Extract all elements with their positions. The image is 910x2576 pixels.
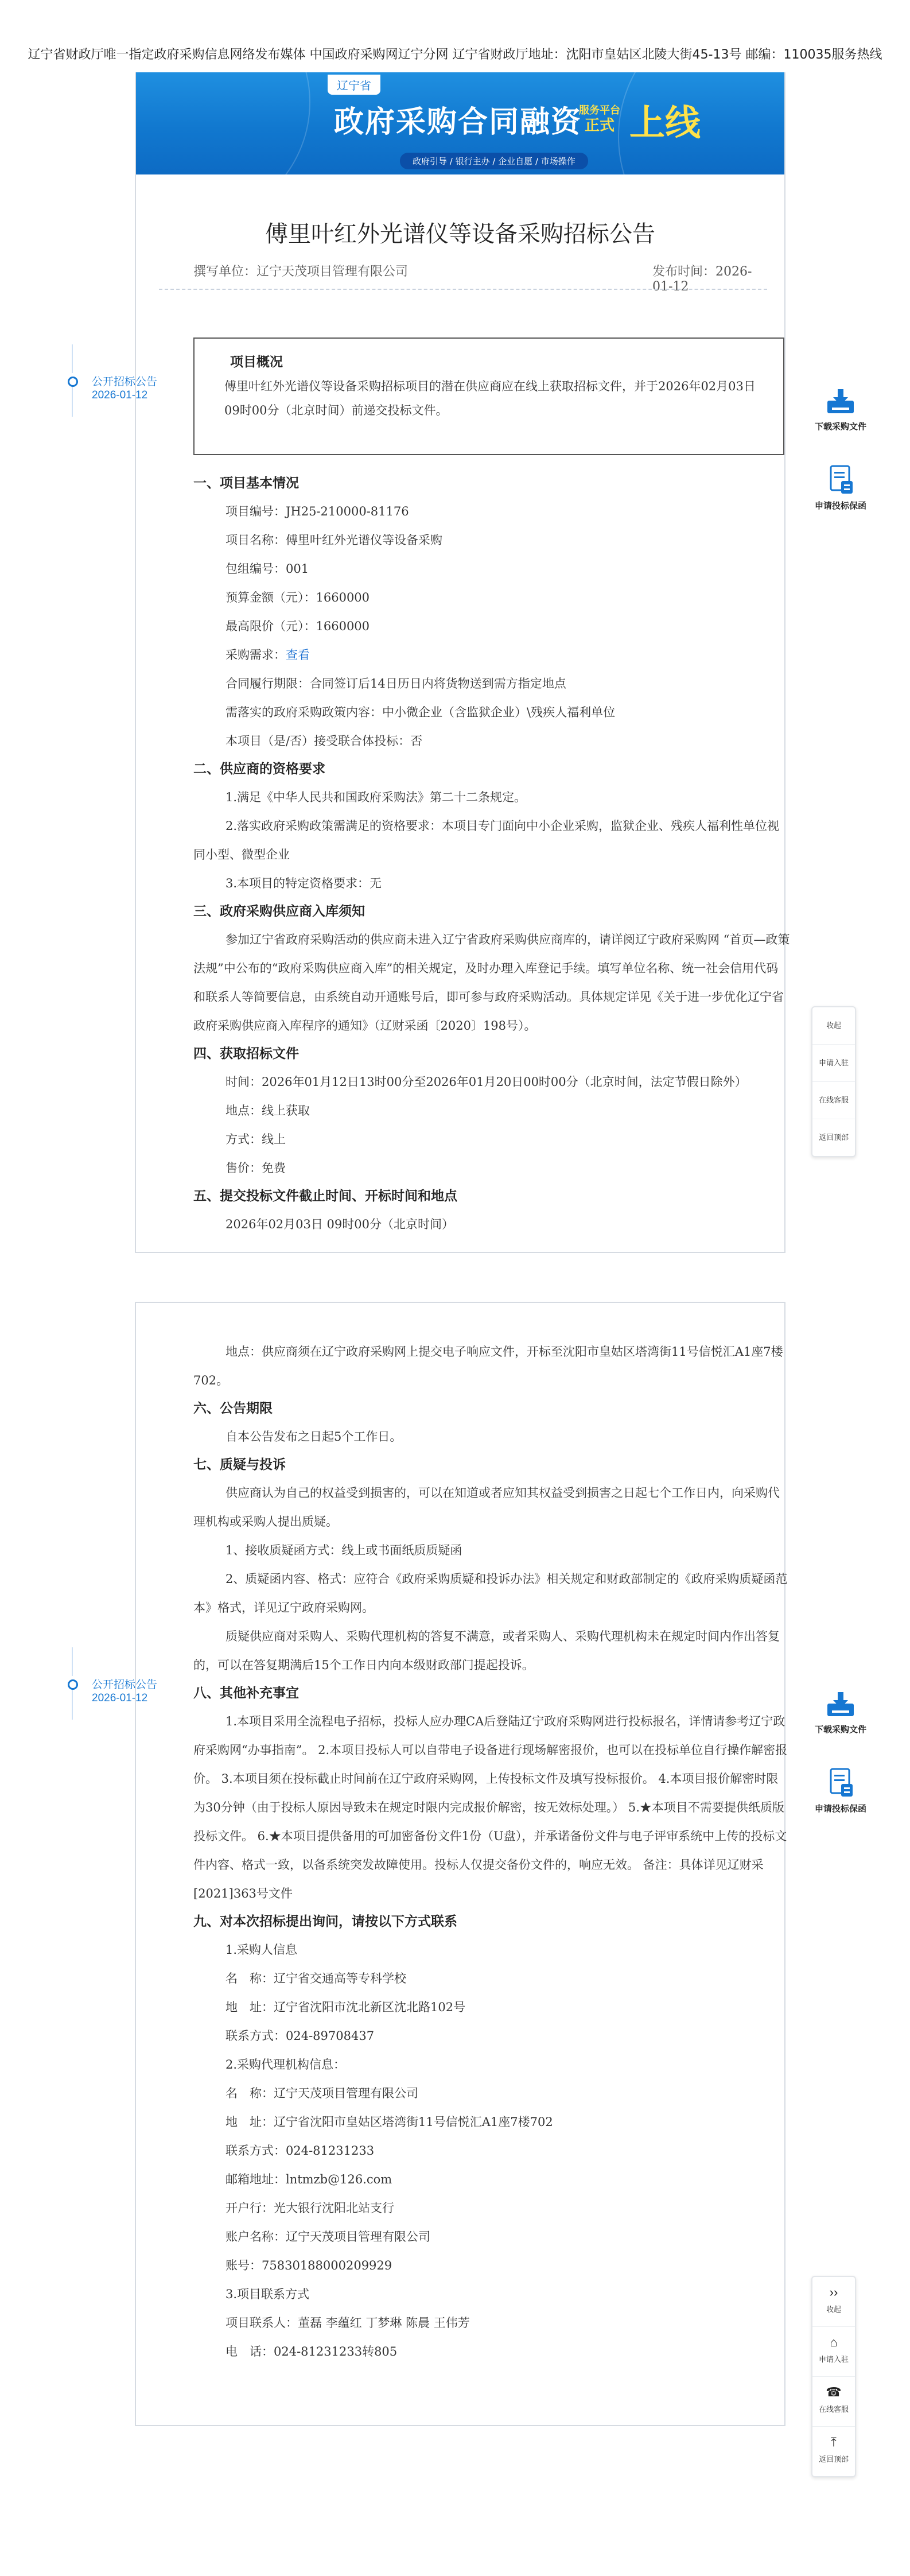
timeline-line xyxy=(72,387,73,417)
download-docs-label: 下载采购文件 xyxy=(814,422,866,432)
download-docs-button[interactable] xyxy=(809,388,872,432)
collapse-panel-button[interactable] xyxy=(812,2277,855,2327)
banner-badge-line1: 服务平台 xyxy=(579,104,620,117)
overview-text: 傅里叶红外光谱仪等设备采购招标项目的潜在供应商应在线上获取招标文件，并于2026年02月03日 09时00分（北京时间）前递交投标文件。 xyxy=(224,379,756,417)
paragraph: 1.本项目采用全流程电子招标，投标人应办理CA后登陆辽宁政府采购网进行投标报名，详情请参考辽宁政府采购网“办事指南”。 2.本项目投标人可以自带电子设备进行现场解密报价，也可以在投标单位自行操作解密报价。 3.本项目须在投标截止时间前在辽宁政府采购网，上传投标文件及填写投标报价。 4.本项目报价解密时限为30分钟（由于投标人原因导致未在规定时限内完成报价解密，按无效标处理。） 5.★本项目不需要提供纸质版投标文件。 6.★本项目提供备用的可加密备份文件1份（U盘），并承诺备份文件与电子评审系统中上传的投标文件内容、格式一致，以备系统突发故障使用。投标人仅提交备份文件的，响应无效。 备注：具体详见辽财采[2021]363号文件 xyxy=(193,1714,788,1900)
announcement-body-2 xyxy=(193,1337,790,2366)
contact-line: 项目联系人：董磊 李蕴红 丁梦琳 陈晨 王伟芳 xyxy=(225,2316,470,2330)
info-line: 售价：免费 xyxy=(225,1161,286,1175)
floating-side-panel xyxy=(811,1006,856,1157)
view-demand-link[interactable]: 查看 xyxy=(286,648,310,662)
info-line: 自本公告发布之日起5个工作日。 xyxy=(225,1430,402,1444)
info-line: 预算金额（元）：1660000 xyxy=(225,591,370,604)
announcement-page-2 xyxy=(135,1302,788,2426)
online-service-button[interactable] xyxy=(812,2377,855,2427)
paragraph: 2.落实政府采购政策需满足的资格要求：本项目专门面向中小企业采购，监狱企业、残疾人福利性单位视同小型、微型企业 xyxy=(193,819,780,862)
section-title: 八、其他补充事宜 xyxy=(193,1686,299,1701)
author-meta xyxy=(193,262,408,280)
apply-guarantee-label: 申请投标保函 xyxy=(814,1804,866,1814)
overview-box xyxy=(193,337,784,455)
section-title: 四、获取招标文件 xyxy=(193,1046,299,1061)
date-label: 发布时间： xyxy=(652,265,716,279)
info-line: 最高限价（元）：1660000 xyxy=(225,619,370,633)
apply-guarantee-label: 申请投标保函 xyxy=(814,501,866,511)
banner-badge-line2: 正式 xyxy=(584,117,615,134)
page-title: 傅里叶红外光谱仪等设备采购招标公告 xyxy=(265,221,655,247)
paragraph: 1.满足《中华人民共和国政府采购法》第二十二条规定。 xyxy=(225,790,527,804)
timeline-date: 2026-01-12 xyxy=(92,389,148,401)
online-service-button[interactable]: 在线客服 xyxy=(812,1082,855,1119)
banner-badge xyxy=(579,104,620,134)
headset-icon: ☎ xyxy=(826,2385,842,2399)
timeline-dot-icon xyxy=(68,377,78,387)
section-title: 九、对本次招标提出询问，请按以下方式联系 xyxy=(193,1914,457,1929)
announcement-page-1 xyxy=(135,72,790,1253)
contact-line: 名 称：辽宁省交通高等专科学校 xyxy=(225,1972,406,1985)
paragraph: 地点：供应商须在辽宁政府采购网上提交电子响应文件，开标至沈阳市皇姑区塔湾街11号信悦汇A1座7楼702。 xyxy=(193,1345,783,1387)
info-line: 本项目（是/否）接受联合体投标：否 xyxy=(225,734,423,748)
author-value: 辽宁天茂项目管理有限公司 xyxy=(256,265,409,279)
section-title: 七、质疑与投诉 xyxy=(193,1457,286,1472)
document-guarantee-icon xyxy=(824,465,857,495)
back-to-top-button[interactable] xyxy=(812,2427,855,2476)
timeline-line xyxy=(72,1647,73,1676)
demand-label: 采购需求： xyxy=(225,648,286,662)
contact-line: 开户行：光大银行沈阳北站支行 xyxy=(225,2201,394,2215)
back-to-top-button[interactable]: 返回顶部 xyxy=(818,1133,849,1142)
contact-line: 账户名称：辽宁天茂项目管理有限公司 xyxy=(225,2230,430,2244)
arrow-up-icon: ⤒ xyxy=(831,2435,837,2449)
contact-line: 3.项目联系方式 xyxy=(225,2287,310,2301)
paragraph: 1、接收质疑函方式：线上或书面纸质质疑函 xyxy=(225,1543,462,1557)
section-title: 三、政府采购供应商入库须知 xyxy=(193,904,365,919)
info-line: 合同履行期限：合同签订后14日历日内将货物送到需方指定地点 xyxy=(225,677,566,690)
contact-line: 名 称：辽宁天茂项目管理有限公司 xyxy=(225,2086,418,2100)
contact-line: 账号：75830188000209929 xyxy=(225,2259,392,2272)
section-title: 二、供应商的资格要求 xyxy=(193,762,325,777)
contact-line: 2.采购代理机构信息： xyxy=(225,2058,346,2071)
banner-subtitle: 政府引导 / 银行主办 / 企业自愿 / 市场操作 xyxy=(400,153,588,169)
download-icon xyxy=(824,1691,857,1718)
overview-title: 项目概况 xyxy=(230,355,283,370)
apply-guarantee-button[interactable] xyxy=(809,1768,872,1814)
online-service-label: 在线客服 xyxy=(818,2405,849,2414)
contact-line: 邮箱地址：lntmzb@126.com xyxy=(225,2172,392,2186)
paragraph: 质疑供应商对采购人、采购代理机构的答复不满意，或者采购人、采购代理机构未在规定时间内作出答复的，可以在答复期满后15个工作日内向本级财政部门提起投诉。 xyxy=(193,1630,780,1672)
document-meta xyxy=(193,262,767,294)
info-line: 项目编号：JH25-210000-81176 xyxy=(225,505,409,518)
store-icon: ⌂ xyxy=(830,2335,838,2349)
timeline-date: 2026-01-12 xyxy=(92,1692,148,1704)
contact-line: 电 话：024-81231233转805 xyxy=(225,2345,398,2358)
divider xyxy=(159,289,767,290)
site-info-bar: 辽宁省财政厅唯一指定政府采购信息网络发布媒体 中国政府采购网辽宁分网 辽宁省财政厅地址：沈阳市皇姑区北陵大街45-13号 邮编：110035服务热线 xyxy=(28,48,882,62)
contact-line: 联系方式：024-81231233 xyxy=(225,2144,375,2158)
author-label: 撰写单位： xyxy=(193,265,257,279)
section-title: 五、提交投标文件截止时间、开标时间和地点 xyxy=(193,1189,457,1204)
floating-side-panel xyxy=(811,2276,856,2477)
banner-decor-arc xyxy=(136,72,310,174)
paragraph: 2、质疑函内容、格式：应符合《政府采购质疑和投诉办法》相关规定和财政部制定的《政府采购质疑函范本》格式，详见辽宁政府采购网。 xyxy=(193,1572,788,1615)
timeline-label: 公开招标公告 xyxy=(92,1679,158,1691)
download-icon xyxy=(824,388,857,416)
contact-line: 地 址：辽宁省沈阳市皇姑区塔湾街11号信悦汇A1座7楼702 xyxy=(225,2115,553,2129)
announcement-body-1 xyxy=(193,470,790,1239)
apply-join-label: 申请入驻 xyxy=(818,2355,849,2364)
contact-line: 地 址：辽宁省沈阳市沈北新区沈北路102号 xyxy=(225,2000,466,2014)
promo-banner[interactable] xyxy=(136,72,784,174)
collapse-arrow-icon: ›› xyxy=(829,2285,838,2299)
paragraph: 3.本项目的特定资格要求：无 xyxy=(225,876,382,890)
timeline-dot-icon xyxy=(68,1679,78,1690)
info-line: 方式：线上 xyxy=(225,1132,286,1146)
collapse-panel-button[interactable]: 收起 xyxy=(812,1007,855,1045)
banner-title: 政府采购合同融资 xyxy=(334,105,582,139)
download-docs-label: 下载采购文件 xyxy=(814,1725,866,1735)
paragraph: 参加辽宁省政府采购活动的供应商未进入辽宁省政府采购供应商库的，请详阅辽宁政府采购网 “首页—政策法规”中公布的“政府采购供应商入库”的相关规定，及时办理入库登记手续。填写单位名称、统一社会信用代码和联系人等简要信息，由系统自动开通账号后，即可参与政府采购活动。具体规定详见《关于进一步优化辽宁省政府采购供应商入库程序的通知》（辽财采函〔2020〕198号）。 xyxy=(193,933,790,1033)
info-line: 项目名称：傅里叶红外光谱仪等设备采购 xyxy=(225,533,442,547)
info-line: 2026年02月03日 09时00分（北京时间） xyxy=(225,1217,454,1231)
timeline-line xyxy=(72,344,73,373)
section-title: 六、公告期限 xyxy=(193,1401,273,1416)
info-line: 时间：2026年01月12日13时00分至2026年01月20日00时00分（北京时间，法定节假日除外） xyxy=(225,1075,747,1089)
banner-province-tag: 辽宁省 xyxy=(328,75,380,95)
apply-join-button[interactable]: 申请入驻 xyxy=(812,1045,855,1082)
timeline-line xyxy=(72,1690,73,1720)
apply-join-button[interactable] xyxy=(812,2327,855,2377)
collapse-label: 收起 xyxy=(826,2305,841,2314)
back-to-top-label: 返回顶部 xyxy=(818,2455,849,2464)
document-guarantee-icon xyxy=(824,1768,857,1798)
contact-line: 联系方式：024-89708437 xyxy=(225,2029,375,2043)
contact-line: 1.采购人信息 xyxy=(225,1943,298,1957)
section-title: 一、项目基本情况 xyxy=(193,476,299,491)
apply-guarantee-button[interactable] xyxy=(809,465,872,511)
banner-badge-big: 上线 xyxy=(629,102,701,143)
info-line: 包组编号：001 xyxy=(225,562,309,576)
download-docs-button[interactable] xyxy=(809,1691,872,1735)
paragraph: 供应商认为自己的权益受到损害的，可以在知道或者应知其权益受到损害之日起七个工作日内，向采购代理机构或采购人提出质疑。 xyxy=(193,1486,780,1528)
info-line: 需落实的政府采购政策内容：中小微企业（含监狱企业）\残疾人福利单位 xyxy=(225,705,616,719)
demand-line xyxy=(193,641,790,669)
timeline-label: 公开招标公告 xyxy=(92,376,158,388)
date-value: 2026-01-12 xyxy=(652,265,752,294)
info-line: 地点：线上获取 xyxy=(225,1104,310,1118)
